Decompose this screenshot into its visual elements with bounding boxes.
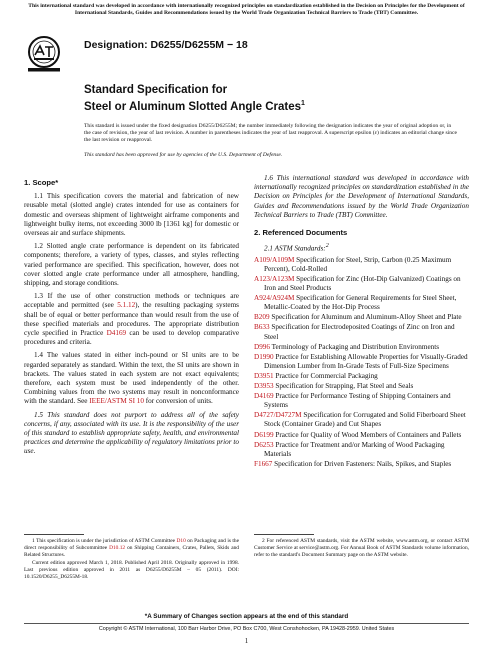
page-number: 1 [244,637,249,645]
document-title [84,83,305,114]
reference-code-link[interactable]: A109/A109M [254,255,295,264]
paragraph-1-4 [24,351,239,406]
paragraph-1-6: 1.6 This international standard was developed in accordance with internationally recognized principles on standardization established in the Decision on Principles for the Development of International Standards, Guides and Recommendations issued by the World Trade Organization Technical Barriers to Trade (TBT) Committee. [254,174,469,219]
title-line-1: Standard Specification for [84,84,228,96]
astm-logo [26,35,62,73]
reference-item [254,313,469,322]
reference-code-link[interactable]: B633 [254,323,270,332]
reference-item [254,431,469,440]
reference-code-link[interactable]: B209 [254,313,270,322]
designation: Designation: D6255/D6255M − 18 [84,39,248,51]
reference-code-link[interactable]: F1667 [254,459,273,468]
link-d4169[interactable]: D4169 [106,329,127,338]
reference-code-link[interactable]: D6199 [254,430,274,439]
bottom-divider [24,623,469,624]
reference-code-link[interactable]: D996 [254,342,270,351]
paragraph-1-4-text-a: 1.4 The values stated in either inch-pound or SI units are to be regarded separately as standard. Within the text, the SI units are shown in brackets. The values stated in each system are not exact equivalents; therefore, each system must be used independently of the other. Combining values from the two systems may result in nonconformance with the standard. See [24,351,239,406]
paragraph-1-3-text-c: can be used to develop comparative procedures and criteria. [24,329,240,347]
footnote-1-edition: Current edition approved March 1, 2018. Published April 2018. Originally approved in 1998. Last previous edition approved in 2011 as D6255/D6255M – 05 (2011). DOI: 10.1520/D6255_D6255M-18. [24,559,239,581]
astm-standards-footnote-mark: 2 [325,243,329,250]
reference-title: Specification for Strapping, Flat Steel and Seals [273,382,414,391]
reference-code-link[interactable]: D6253 [254,440,274,449]
paragraph-1-2: 1.2 Slotted angle crate performance is dependent on its fabricated components; therefore, a variety of types, classes, and styles reflecting varied performance are specified. This specification, however, does not cover slotted angle crate performance under all atmosphere, handling, shipping, and storage conditions. [24,242,239,288]
reference-code-link[interactable]: A924/A924M [254,294,295,303]
reference-item [254,392,469,410]
reference-title: Practice for Quality of Wood Members of Containers and Pallets [273,430,462,439]
reference-item [254,275,469,293]
reference-item [254,343,469,352]
paragraph-1-3 [24,292,239,347]
reference-title: Specification for Aluminum and Aluminum-Alloy Sheet and Plate [269,313,462,322]
reference-title: Practice for Establishing Allowable Properties for Visually-Graded Dimension Lumber from In-Grade Tests of Full-Size Specimens [264,352,468,370]
reference-item [254,323,469,341]
title-footnote-mark: 1 [301,100,305,107]
link-ieee-astm-si10[interactable]: IEEE/ASTM SI 10 [89,397,144,406]
copyright-line: Copyright © ASTM International, 100 Barr Harbor Drive, PO Box C700, West Conshohocken, PA 19428-2959. United States [98,626,395,632]
reference-code-link[interactable]: D3951 [254,371,274,380]
right-column [254,174,469,470]
reference-title: Practice for Performance Testing of Shipping Containers and Systems [264,392,451,410]
footnote-divider-left [24,534,84,535]
reference-title: Specification for General Requirements for Steel Sheet, Metallic-Coated by the Hot-Dip Process [264,294,457,312]
footnote-1-text-c: on Shipping Containers, Crates, Pallets, Skids and Related Structures. [24,545,239,559]
reference-item [254,411,469,429]
link-d10[interactable]: D10 [176,538,186,544]
reference-item [254,382,469,391]
reference-list [254,256,469,469]
reference-item [254,256,469,274]
reference-title: Specification for Steel, Strip, Carbon (0.25 Maximum Percent), Cold-Rolled [264,255,452,273]
left-column [24,174,239,461]
reference-code-link[interactable]: D1990 [254,352,274,361]
footnote-divider-right [254,534,314,535]
title-line-2 [84,97,305,114]
link-d10-12[interactable]: D10.12 [109,545,126,552]
issued-statement: This standard is issued under the fixed designation D6255/D6255M; the number immediately following the designation indicates the year of original adoption or, in the case of revision, the year of last revision. A number in parentheses indicates the year of last reapproval. A superscript epsilon (ε) indicates an editorial change since the last revision or reapproval. [84,123,457,144]
reference-item [254,441,469,459]
footnote-1 [24,538,239,581]
astm-standards-label: 2.1 ASTM Standards: [264,244,326,253]
section-2-heading: 2. Referenced Documents [254,228,348,238]
reference-item [254,372,469,381]
footnote-2 [254,538,469,560]
astm-standards-subheading [254,242,469,254]
tbt-notice: This international standard was developed in accordance with internationally recognized principles on standardization established in the Decision on Principles for the Development of International Standards, Guides and Recommendations issued by the World Trade Organization Technical Barriers to Trade (TBT) Committee. [28,3,465,16]
reference-title: Specification for Driven Fasteners: Nails, Spikes, and Staples [272,459,452,468]
footnote-1-text [24,538,239,560]
paragraph-1-3-text-a: 1.3 If the use of other construction methods or techniques are acceptable and permitted (see [24,292,239,310]
reference-item [254,460,469,469]
summary-of-changes-note: *A Summary of Changes section appears at the end of this standard [144,613,349,620]
link-5-1-12[interactable]: 5.1.12 [117,301,136,310]
paragraph-1-1: 1.1 This specification covers the material and fabrication of new reusable metal (slotted angle) crates intended for use as containers for domestic and overseas shipment of lightweight airframe components and lightweight bulky items, not exceeding 3000 lb [1361 kg] for domestic or overseas air and surface shipments. [24,192,239,238]
section-1-heading: 1. Scope* [24,178,59,187]
footnote-1-text-a: 1 This specification is under the jurisdiction of ASTM Committee [32,538,177,544]
reference-code-link[interactable]: D4727/D4727M [254,411,302,420]
paragraph-1-5: 1.5 This standard does not purport to address all of the safety concerns, if any, associated with its use. It is the responsibility of the user of this standard to establish appropriate safety, health, and environmental practices and determine the applicability of regulatory limitations prior to use. [24,410,239,456]
reference-item [254,353,469,371]
reference-code-link[interactable]: D3953 [254,382,274,391]
reference-title: Terminology of Packaging and Distribution Environments [269,342,440,351]
reference-item [254,294,469,312]
reference-title: Practice for Commercial Packaging [273,371,378,380]
reference-title: Practice for Treatment and/or Marking of Wood Packaging Materials [264,440,445,458]
paragraph-1-3-text-b: ), the resulting packaging systems shall be of equal or better performance than would result from the use of these specified materials and procedures. The appropriate distribution cycle specified in Practice [24,301,239,338]
reference-title: Specification for Corrugated and Solid Fiberboard Sheet Stock (Container Grade) and Cut Shapes [264,411,466,429]
paragraph-1-4-text-b: for conversion of units. [143,397,213,406]
reference-title: Specification for Zinc (Hot-Dip Galvanized) Coatings on Iron and Steel Products [264,275,461,293]
footnote-1-text-b: on Packaging and is the direct responsibility of Subcommittee [24,538,239,552]
footnote-2-text: 2 For referenced ASTM standards, visit the ASTM website, www.astm.org, or contact ASTM Customer Service at service@astm.org. For Annual Book of ASTM Standards volume information, refer to the standard's Document Summary page on the ASTM website. [254,538,469,559]
title-main: Steel or Aluminum Slotted Angle Crates [84,100,302,113]
approval-statement: This standard has been approved for use by agencies of the U.S. Department of Defense. [84,152,283,158]
reference-code-link[interactable]: A123/A123M [254,275,295,283]
reference-title: Specification for Electrodeposited Coatings of Zinc on Iron and Steel [264,323,455,341]
reference-code-link[interactable]: D4169 [254,392,274,401]
